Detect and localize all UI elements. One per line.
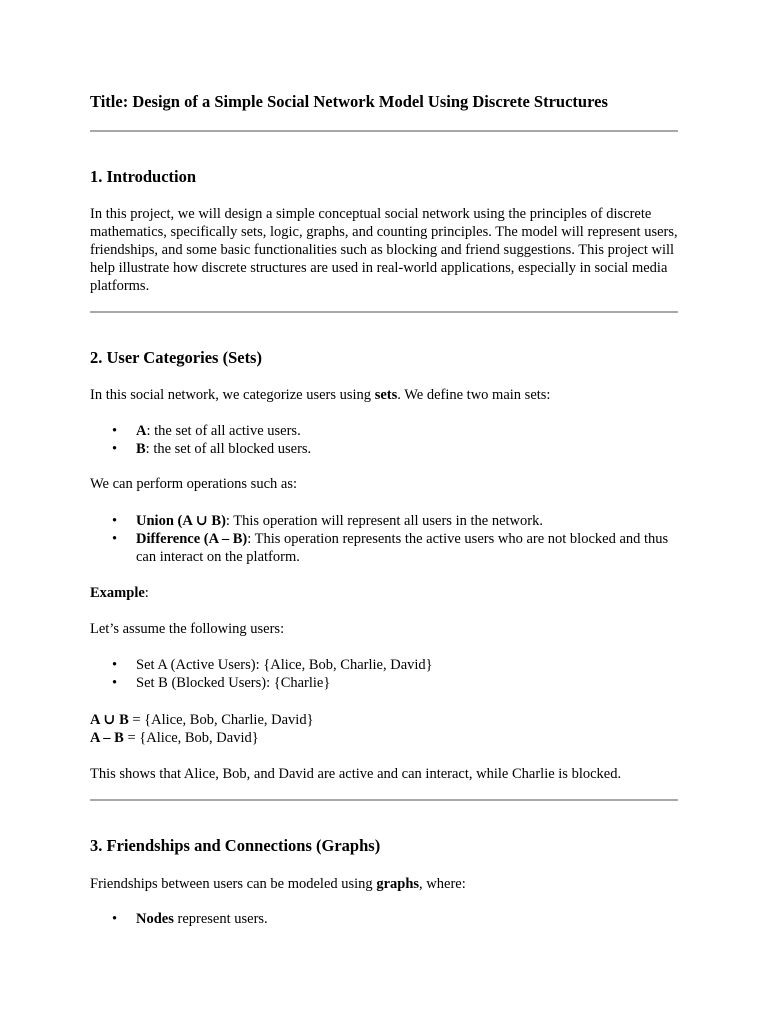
example-label: Example bbox=[90, 585, 145, 601]
list-item bbox=[90, 530, 678, 566]
graph-description: represent users. bbox=[173, 911, 268, 927]
operation-term: Union (A ∪ B) bbox=[136, 513, 226, 529]
list-item bbox=[90, 674, 678, 692]
graph-elements-list bbox=[90, 910, 678, 928]
set-description: : the set of all blocked users. bbox=[145, 441, 312, 457]
section-heading-friendships: 3. Friendships and Connections (Graphs) bbox=[90, 836, 381, 855]
operations-intro: We can perform operations such as: bbox=[90, 476, 297, 492]
example-set-text: Set B (Blocked Users): {Charlie} bbox=[136, 675, 331, 691]
operation-description: : This operation will represent all users in the network. bbox=[225, 513, 543, 529]
bullet-icon: • bbox=[112, 423, 118, 439]
sets-intro-bold: sets bbox=[374, 387, 398, 403]
sets-intro-text: In this social network, we categorize users using bbox=[90, 387, 375, 403]
example-colon: : bbox=[144, 585, 149, 601]
union-term: A ∪ B bbox=[90, 712, 129, 728]
example-set-text: Set A (Active Users): {Alice, Bob, Charlie, David} bbox=[136, 657, 433, 673]
graphs-intro-paragraph bbox=[90, 875, 678, 893]
section-heading-user-categories: 2. User Categories (Sets) bbox=[90, 348, 262, 367]
list-item bbox=[90, 656, 678, 674]
set-term: B bbox=[136, 441, 146, 457]
document-title: Title: Design of a Simple Social Network Model Using Discrete Structures bbox=[90, 92, 608, 111]
set-definitions-list bbox=[90, 422, 678, 458]
list-item bbox=[90, 910, 678, 928]
graph-term: Nodes bbox=[136, 911, 174, 927]
set-description: : the set of all active users. bbox=[146, 423, 301, 439]
horizontal-rule bbox=[90, 799, 678, 801]
list-item bbox=[90, 422, 678, 440]
bullet-icon: • bbox=[112, 911, 118, 927]
conclusion-paragraph: This shows that Alice, Bob, and David are active and can interact, while Charlie is blocked. bbox=[90, 766, 622, 782]
bullet-icon: • bbox=[112, 441, 118, 457]
example-assumption: Let’s assume the following users: bbox=[90, 621, 285, 637]
union-value: = {Alice, Bob, Charlie, David} bbox=[128, 712, 314, 728]
section-heading-introduction: 1. Introduction bbox=[90, 167, 197, 186]
difference-value: = {Alice, Bob, David} bbox=[123, 730, 259, 746]
graphs-intro-text: Friendships between users can be modeled using bbox=[90, 876, 377, 892]
list-item bbox=[90, 440, 678, 458]
operation-term: Difference (A – B) bbox=[136, 531, 248, 547]
sets-intro-text-end: . We define two main sets: bbox=[397, 387, 551, 403]
difference-result bbox=[90, 729, 678, 747]
bullet-icon: • bbox=[112, 675, 118, 691]
introduction-paragraph: In this project, we will design a simple conceptual social network using the principles of discrete mathematics, specifically sets, logic, graphs, and counting principles. The model will represent users, friendships, and some basic functionalities such as blocking and friend suggestions. This project will help illustrate how discrete structures are used in real-world applications, especially in social media platforms. bbox=[90, 206, 678, 294]
operations-list bbox=[90, 512, 678, 566]
bullet-icon: • bbox=[112, 531, 118, 547]
bullet-icon: • bbox=[112, 513, 118, 529]
horizontal-rule bbox=[90, 311, 678, 313]
set-term: A bbox=[136, 423, 147, 439]
example-label-line bbox=[90, 584, 678, 602]
graphs-intro-bold: graphs bbox=[376, 876, 420, 892]
bullet-icon: • bbox=[112, 657, 118, 673]
horizontal-rule bbox=[90, 130, 678, 132]
graphs-intro-text-end: , where: bbox=[419, 876, 466, 892]
operation-description: : This operation represents the active users who are not blocked and thus can interact on the platform. bbox=[136, 531, 669, 565]
list-item bbox=[90, 512, 678, 530]
example-users-list bbox=[90, 656, 678, 692]
sets-intro-paragraph bbox=[90, 386, 678, 404]
union-result bbox=[90, 711, 678, 729]
difference-term: A – B bbox=[90, 730, 124, 746]
